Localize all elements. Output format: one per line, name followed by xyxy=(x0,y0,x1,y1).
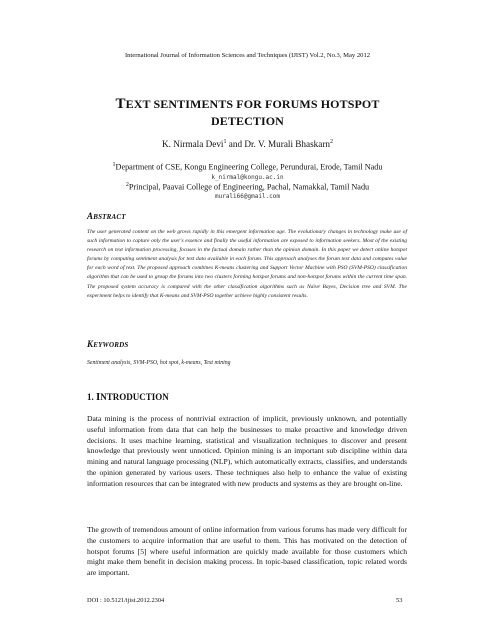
page-number: 53 xyxy=(396,597,403,604)
affiliation-1-sup: 1 xyxy=(112,162,116,168)
introduction-heading xyxy=(87,391,169,403)
introduction-heading-num: 1. xyxy=(87,392,96,402)
footer-doi: DOI : 10.5121/ijist.2012.2304 xyxy=(87,597,165,604)
title-drop-letter: T xyxy=(115,96,126,112)
abstract-body: The user generated content on the web grows rapidly in this emergent information age. The evolutionary changes in technology make use of such information to capture only the user's essence and finally the useful information are exposed to information seekers. Most of the existing research on text information processing, focuses in the factual domain rather than the opinion domain. In this paper we detect online hotspot forums by computing sentiment analysis for text data available in each forum. This approach analyses the forum text data and computes value for each word of text. The proposed approach combines K-means clustering and Support Vector Machine with PSO (SVM-PSO) classification algorithm that can be used to group the forums into two clusters forming hotspot forums and non-hotspot forums within the current time span. The proposed system accuracy is compared with the other classification algorithms such as Naïve Bayes, Decision tree and SVM. The experiment helps to identify that K-means and SVM-PSO together achieve highly consistent results. xyxy=(87,229,407,299)
keywords-body: Sentiment analysis, SVM-PSO, hot spot, k-means, Text mining xyxy=(87,360,231,366)
abstract-heading-rest: BSTRACT xyxy=(93,213,126,221)
abstract-heading-cap: A xyxy=(87,211,94,221)
journal-header: International Journal of Information Sciences and Techniques (IJIST) Vol.2, No.3, May 2012 xyxy=(124,52,371,59)
affiliation-2 xyxy=(0,182,495,192)
title-line-2: DETECTION xyxy=(211,114,284,128)
affiliation-1-email: k_nirmal@kongu.ac.in xyxy=(211,174,284,181)
abstract-heading xyxy=(87,211,126,221)
introduction-heading-cap: I xyxy=(96,391,101,403)
author-1: K. Nirmala Devi xyxy=(161,139,224,150)
author-1-sup: 1 xyxy=(223,139,227,145)
author-2-sup: 2 xyxy=(330,139,334,145)
keywords-heading-cap: K xyxy=(87,339,94,349)
author-2: and Dr. V. Murali Bhaskarn xyxy=(226,139,331,150)
paper-title xyxy=(60,96,435,130)
affiliation-2-email: murali66@gmail.com xyxy=(214,193,281,200)
introduction-paragraph-1: Data mining is the process of nontrivial extraction of implicit, previously unknown, and potentially useful information from data that can help the businesses to make proactive and knowledge driven decisions. It uses machine learning, statistical and visualization techniques to discover and present knowledge that previously went unnoticed. Opinion mining is an important sub discipline within data mining and natural language processing (NLP), which automatically extracts, classifies, and understands the opinion generated by various users. These techniques also help to enhance the value of existing information resources that can be integrated with new products and systems as they are brought on-line. xyxy=(87,414,407,488)
keywords-heading xyxy=(87,339,128,349)
affiliation-2-text: Principal, Paavai College of Engineering, Pachal, Namakkal, Tamil Nadu xyxy=(128,182,370,192)
affiliation-1-text: Department of CSE, Kongu Engineering College, Perundurai, Erode, Tamil Nadu xyxy=(115,162,383,172)
introduction-paragraph-2: The growth of tremendous amount of online information from various forums has made very difficult for the customers to acquire information that are useful to them. This has motivated on the detection of hotspot forums [5] where useful information are quickly made available for those customers which might make them benefit in decision making process. In topic-based classification, topic related words are important. xyxy=(87,525,407,578)
keywords-heading-rest: EYWORDS xyxy=(93,341,129,349)
title-line-1-rest: EXT SENTIMENTS FOR FORUMS HOTSPOT xyxy=(125,97,380,111)
author-list xyxy=(0,139,495,149)
affiliation-1 xyxy=(0,162,495,172)
affiliation-2-sup: 2 xyxy=(125,182,129,188)
introduction-heading-rest: NTRODUCTION xyxy=(100,392,169,402)
title-line-1 xyxy=(60,96,435,113)
